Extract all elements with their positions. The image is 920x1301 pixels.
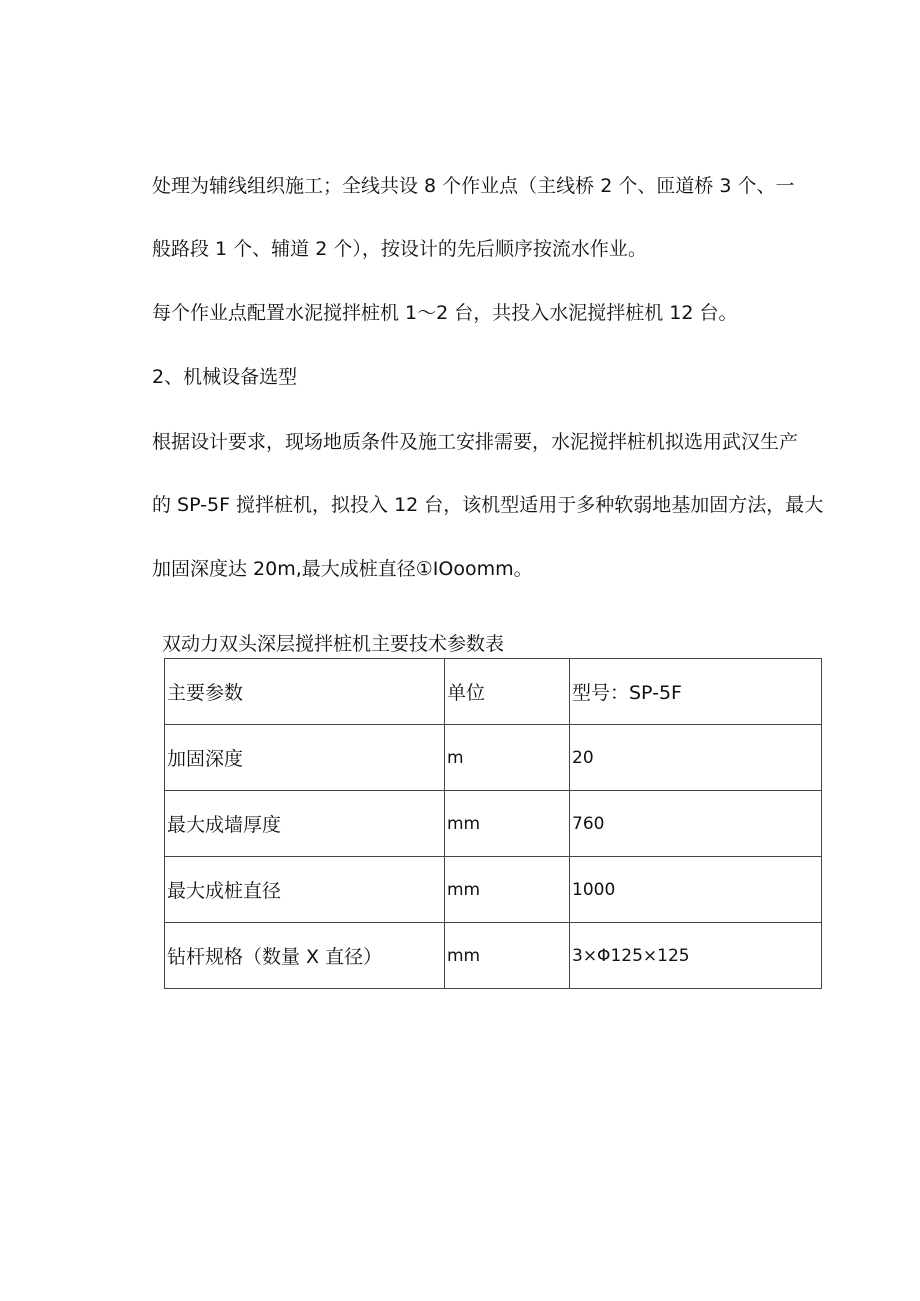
table-row [165, 791, 822, 857]
paragraph-3-line-3: 加固深度达 20m,最大成桩直径①IOoomm。 [152, 558, 533, 580]
table-cell-unit: mm [445, 857, 570, 923]
table-cell-value: 1000 [570, 857, 822, 923]
header-cell-model: 型号：SP-5F [570, 659, 822, 725]
table-cell-parameter: 最大成墙厚度 [165, 791, 445, 857]
paragraph-1-line-2: 般路段 1 个、辅道 2 个），按设计的先后顺序按流水作业。 [152, 238, 647, 260]
header-cell-unit: 单位 [445, 659, 570, 725]
paragraph-3-line-1: 根据设计要求，现场地质条件及施工安排需要，水泥搅拌桩机拟选用武汉生产 [152, 431, 799, 453]
table-cell-parameter: 加固深度 [165, 725, 445, 791]
table-cell-parameter: 最大成桩直径 [165, 857, 445, 923]
table-cell-unit: m [445, 725, 570, 791]
table-caption: 双动力双头深层搅拌桩机主要技术参数表 [162, 633, 505, 655]
table-header-row [165, 659, 822, 725]
table-cell-value: 3×Φ125×125 [570, 923, 822, 989]
header-cell-parameter: 主要参数 [165, 659, 445, 725]
paragraph-3-line-2: 的 SP-5F 搅拌桩机，拟投入 12 台，该机型适用于多种软弱地基加固方法，最大 [152, 494, 824, 516]
table-cell-parameter: 钻杆规格（数量 X 直径） [165, 923, 445, 989]
table-row [165, 857, 822, 923]
table-row [165, 725, 822, 791]
section-heading: 2、机械设备选型 [152, 366, 298, 388]
table-cell-unit: mm [445, 791, 570, 857]
paragraph-2: 每个作业点配置水泥搅拌桩机 1〜2 台，共投入水泥搅拌桩机 12 台。 [152, 302, 738, 324]
table-row [165, 923, 822, 989]
paragraph-1-line-1: 处理为辅线组织施工；全线共设 8 个作业点（主线桥 2 个、匝道桥 3 个、一 [152, 175, 795, 197]
table-cell-value: 20 [570, 725, 822, 791]
spec-table [164, 658, 822, 989]
table-cell-unit: mm [445, 923, 570, 989]
table-cell-value: 760 [570, 791, 822, 857]
